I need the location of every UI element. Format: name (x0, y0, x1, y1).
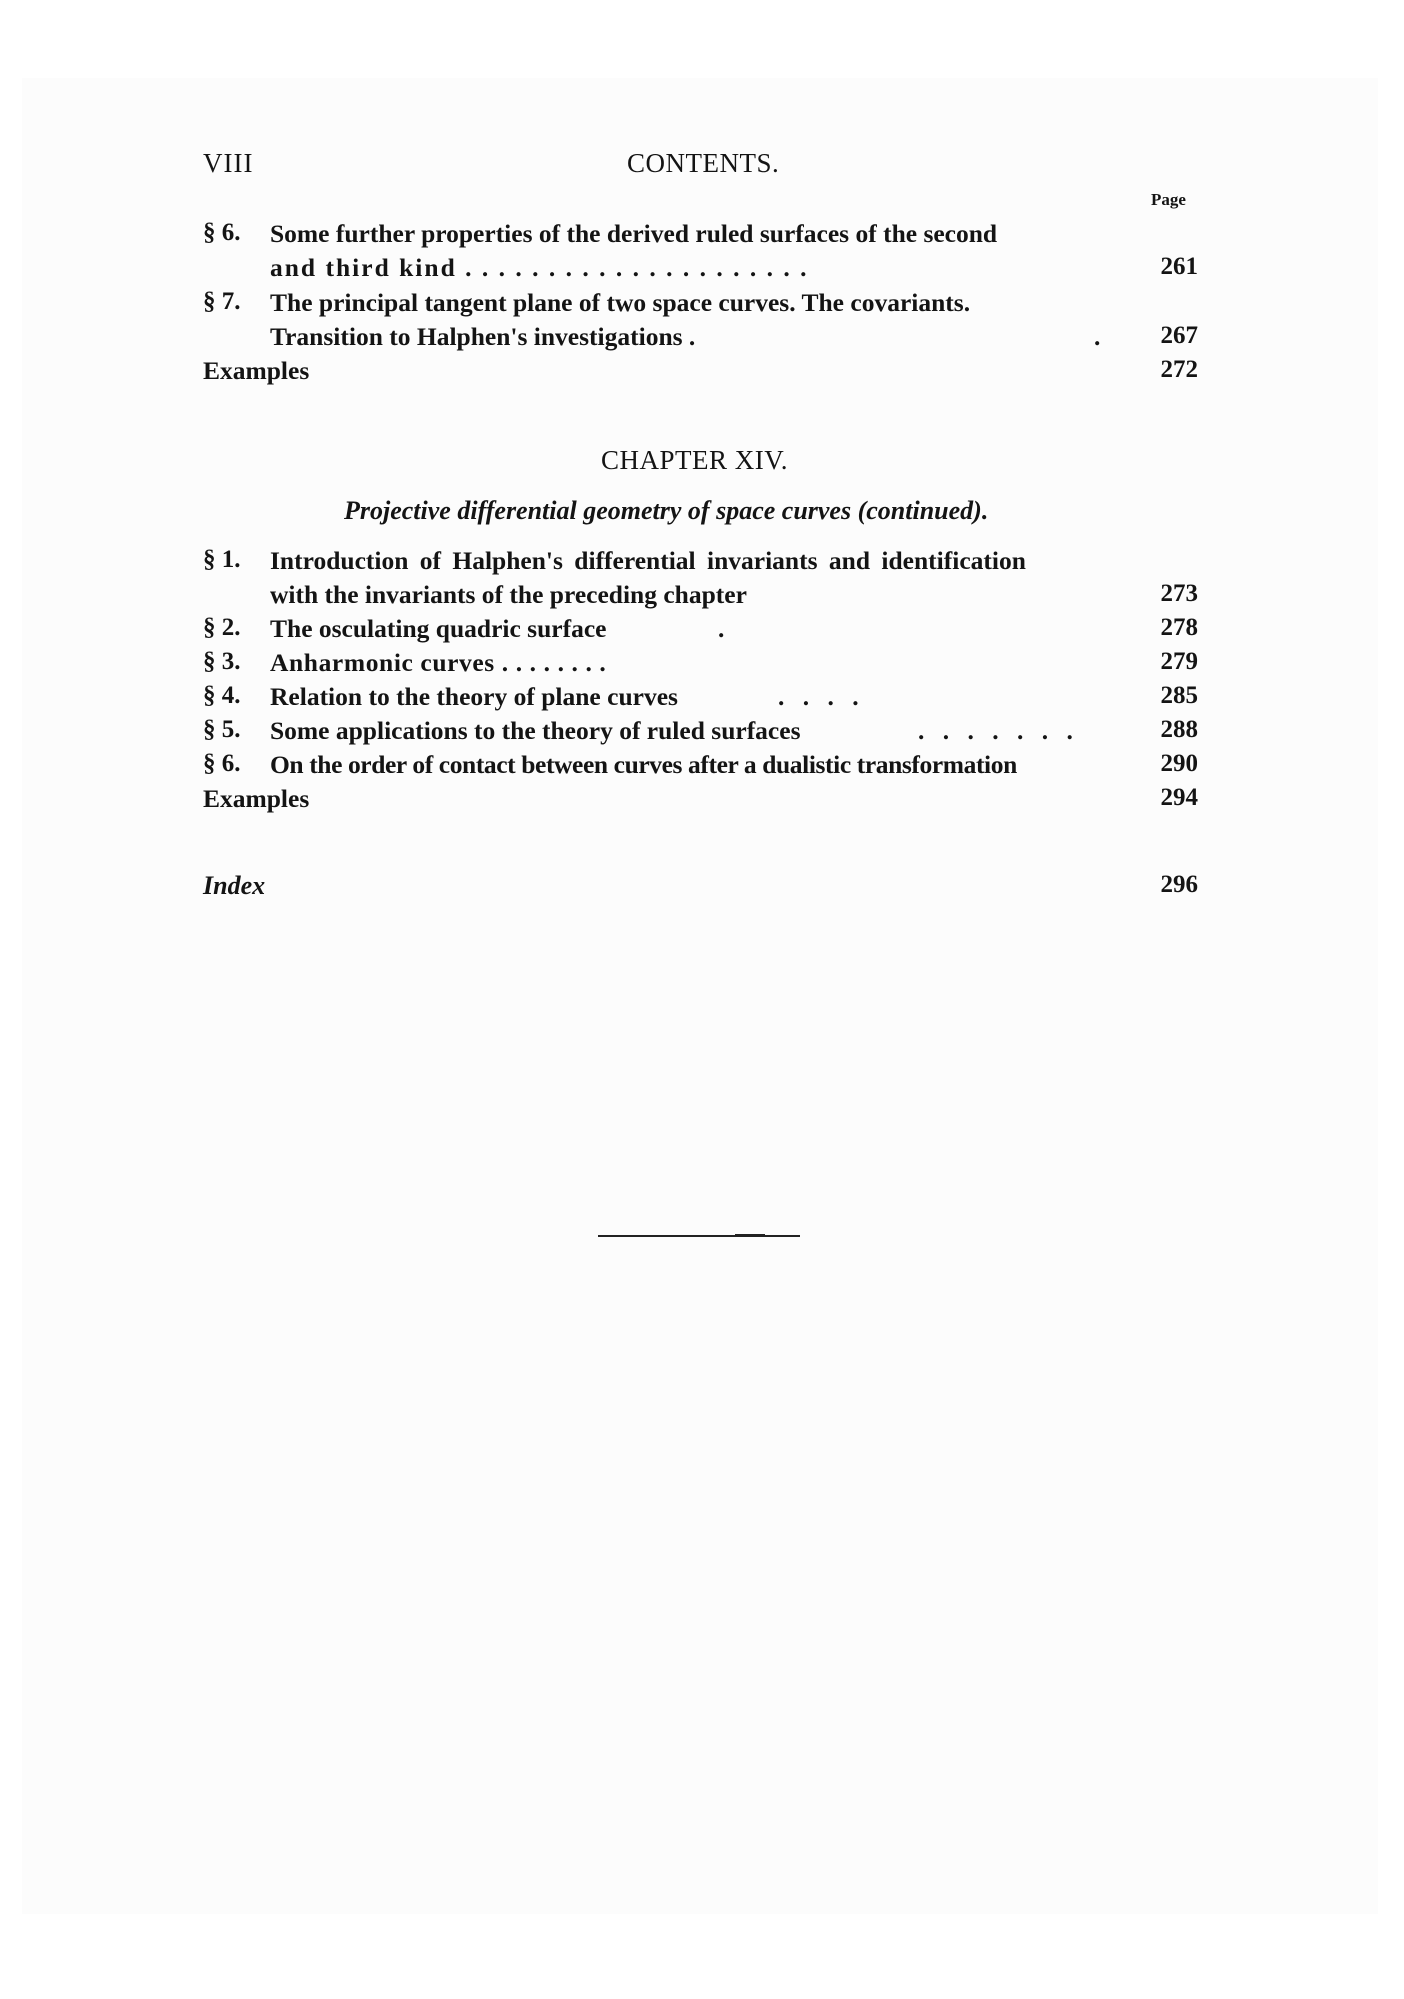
toc-page-number: 288 (1160, 716, 1198, 743)
toc-entry-title: Some further properties of the derived ruled surfaces of the second (270, 219, 998, 248)
toc-page-number: 272 (1160, 356, 1198, 383)
toc-page-number: 261 (1160, 253, 1198, 280)
section-number: § 6. (203, 750, 241, 777)
chapter-subtitle: Projective differential geometry of space curves (continued). (344, 496, 989, 525)
section-number: § 7. (203, 288, 241, 315)
toc-page-number: 296 (1160, 871, 1198, 898)
index-label: Index (203, 871, 266, 900)
toc-page-number: 267 (1160, 322, 1198, 349)
page-sheet (22, 78, 1378, 1914)
toc-page-number: 278 (1160, 614, 1198, 641)
toc-page-number: 285 (1160, 682, 1198, 709)
section-number: § 6. (203, 219, 241, 246)
toc-page-number: 273 (1160, 580, 1198, 607)
toc-page-number: 279 (1160, 648, 1198, 675)
page-number-roman: VIII (203, 148, 254, 178)
chapter-heading: CHAPTER XIV. (601, 445, 789, 475)
toc-entry-title: Some applications to the theory of ruled surfaces (270, 716, 801, 745)
toc-entry-title-continued: Transition to Halphen's investigations . (270, 322, 696, 351)
toc-entry-title: Introduction of Halphen's differential invariants and identification (270, 546, 1026, 575)
closing-rule-accent (735, 1234, 765, 1237)
closing-rule (598, 1235, 800, 1237)
toc-entry-title: The osculating quadric surface (270, 614, 607, 643)
toc-entry-title-continued: with the invariants of the preceding chapter (270, 580, 747, 609)
toc-entry-title: On the order of contact between curves after a dualistic transformation (270, 750, 1017, 779)
toc-page-number: 294 (1160, 784, 1198, 811)
section-number: § 5. (203, 716, 241, 743)
toc-entry-title-continued: and third kind . . . . . . . . . . . . . . . . . . . . . (270, 253, 809, 282)
leader-dot: . (1094, 322, 1101, 351)
section-number: § 1. (203, 546, 241, 573)
toc-entry-title: The principal tangent plane of two space curves. The covariants. (270, 288, 971, 317)
examples-label: Examples (203, 356, 310, 385)
section-number: § 3. (203, 648, 241, 675)
leader-dots: . . . . . . . (918, 716, 1079, 745)
leader-dots: . . . . (778, 682, 865, 711)
toc-page-number: 290 (1160, 750, 1198, 777)
leader-dots: . (718, 614, 725, 643)
toc-entry-title: Anharmonic curves . . . . . . . . (270, 648, 607, 677)
toc-entry-title: Relation to the theory of plane curves (270, 682, 678, 711)
examples-label: Examples (203, 784, 310, 813)
section-number: § 4. (203, 682, 241, 709)
section-number: § 2. (203, 614, 241, 641)
page-column-label: Page (1151, 190, 1186, 209)
running-title: CONTENTS. (627, 148, 780, 178)
